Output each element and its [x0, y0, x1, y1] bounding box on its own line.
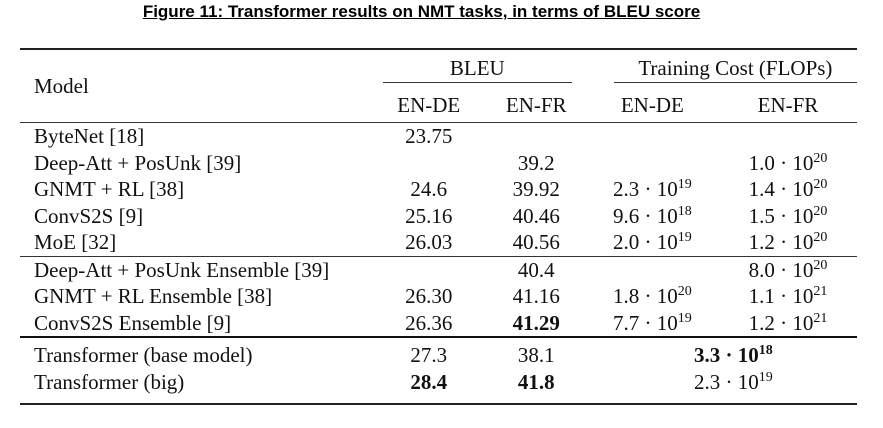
bleu-en-de: 23.75: [371, 123, 487, 150]
bleu-en-de: 26.03: [405, 230, 453, 254]
bleu-en-fr: [487, 123, 586, 150]
model-name: GNMT + RL Ensemble [38]: [34, 284, 273, 308]
cost-en-fr: $8.0 \cdot 10^{20}$: [719, 256, 857, 283]
bleu-en-fr: 38.1: [487, 337, 586, 369]
exponent: 18: [677, 203, 692, 219]
cost-en-fr: $1.5 \cdot 10^{20}$: [748, 203, 828, 228]
results-table: [20, 48, 857, 405]
cost-en-de: $1.8 \cdot 10^{20}$: [612, 284, 692, 308]
table-row: [20, 150, 857, 177]
header-cost-en-fr: EN-FR: [757, 92, 819, 117]
cost-en-de: $2.0 \cdot 10^{19}$: [612, 230, 692, 254]
table-row: [20, 229, 857, 256]
bleu-en-de: 25.16: [405, 203, 453, 228]
cost-en-de: $2.3 \cdot 10^{19}$: [612, 177, 692, 201]
cost-en-de: $9.6 \cdot 10^{18}$: [612, 203, 692, 228]
exponent: 18: [758, 343, 773, 358]
header-cost-en-de: EN-DE: [620, 92, 684, 117]
table-row: [20, 203, 857, 230]
bleu-en-fr: 41.16: [512, 284, 560, 308]
model-name: Transformer (base model): [20, 337, 371, 369]
cost-en-fr: $1.1 \cdot 10^{21}$: [748, 284, 828, 308]
bleu-en-fr: 39.92: [512, 177, 560, 201]
header-row-1: [20, 49, 857, 88]
bleu-en-de: 28.4: [371, 369, 487, 405]
cost-en-fr: [719, 123, 857, 150]
header-cost: [586, 49, 857, 88]
cost-en-fr: $1.2 \cdot 10^{21}$: [748, 310, 828, 335]
cost-en-fr: $1.0 \cdot 10^{20}$: [748, 150, 828, 175]
exponent: 19: [677, 230, 692, 245]
header-bleu: [371, 49, 586, 88]
bleu-en-fr: 41.8: [487, 369, 586, 405]
figure-title: Figure 11: Transformer results on NMT tasks, in terms of BLEU score: [142, 2, 701, 21]
bleu-en-de: 26.30: [405, 284, 453, 308]
cost-en-de: [586, 256, 719, 283]
cost-en-fr: $1.2 \cdot 10^{20}$: [748, 230, 828, 254]
header-bleu-en-de: EN-DE: [397, 92, 461, 117]
exponent: 19: [677, 177, 692, 192]
bleu-en-de: 27.3: [371, 337, 487, 369]
exponent: 21: [813, 310, 828, 326]
cost-en-de: $7.7 \cdot 10^{19}$: [612, 310, 692, 335]
exponent: 20: [813, 257, 828, 273]
bleu-en-de: [371, 256, 487, 283]
exponent: 19: [758, 369, 773, 385]
bleu-en-de: [371, 150, 487, 177]
exponent: 20: [813, 203, 828, 219]
bleu-en-fr: 40.56: [512, 230, 560, 254]
exponent: 20: [813, 150, 828, 166]
table-row: [20, 310, 857, 338]
model-name: GNMT + RL [38]: [34, 177, 185, 201]
table-row: [20, 123, 857, 150]
cost-en-de: [586, 150, 719, 177]
model-name: Deep-Att + PosUnk Ensemble [39]: [20, 256, 371, 283]
model-name: Transformer (big): [20, 369, 371, 405]
model-name: ConvS2S [9]: [34, 203, 144, 228]
header-bleu-en-fr: EN-FR: [505, 92, 567, 117]
exponent: 20: [813, 177, 828, 192]
exponent: 21: [813, 284, 828, 299]
bleu-label: BLEU: [383, 55, 572, 83]
table-row: [20, 256, 857, 283]
model-name: MoE [32]: [34, 230, 117, 254]
table-row: [20, 337, 857, 369]
bleu-en-de: 26.36: [405, 310, 453, 335]
cost-en-fr: $1.4 \cdot 10^{20}$: [748, 177, 828, 201]
cost-label: Training Cost (FLOPs): [614, 55, 857, 83]
bleu-en-fr: 40.46: [512, 203, 560, 228]
exponent: 20: [677, 284, 692, 299]
model-name: ByteNet [18]: [20, 123, 371, 150]
table-row: [20, 369, 857, 405]
bleu-en-de: 24.6: [410, 177, 448, 201]
table-row: [20, 176, 857, 203]
table-row: [20, 283, 857, 310]
cost-en-de: [586, 123, 719, 150]
cost-merged: $3.3 \cdot 10^{18}$: [586, 337, 857, 369]
exponent: 19: [677, 310, 692, 326]
header-model: Model: [34, 73, 89, 98]
bleu-en-fr: 41.29: [512, 310, 560, 335]
bleu-en-fr: 40.4: [487, 256, 586, 283]
cost-merged: $2.3 \cdot 10^{19}$: [586, 369, 857, 405]
exponent: 20: [813, 230, 828, 245]
model-name: ConvS2S Ensemble [9]: [34, 310, 232, 335]
bleu-en-fr: 39.2: [517, 150, 555, 175]
model-name: Deep-Att + PosUnk [39]: [34, 150, 242, 175]
